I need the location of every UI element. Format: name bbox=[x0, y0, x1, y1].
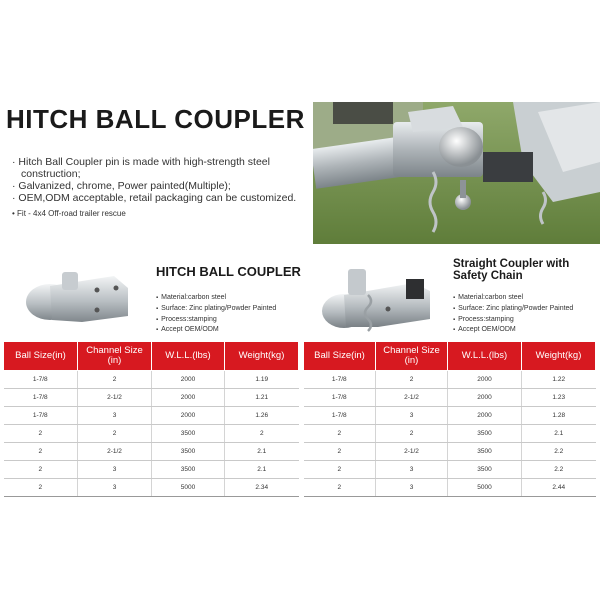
table-cell: 2-1/2 bbox=[376, 389, 448, 407]
right-product-title-line: Straight Coupler with bbox=[453, 258, 570, 270]
left-product-image bbox=[22, 266, 132, 330]
table-row bbox=[304, 443, 596, 461]
table-cell: 1-7/8 bbox=[304, 371, 376, 389]
table-cell: 1-7/8 bbox=[4, 407, 78, 425]
table-cell: 3500 bbox=[448, 461, 522, 479]
table-row bbox=[4, 371, 299, 389]
table-cell: 2000 bbox=[448, 389, 522, 407]
table-cell: 2 bbox=[304, 461, 376, 479]
table-row bbox=[304, 479, 596, 497]
table-cell: 2000 bbox=[448, 371, 522, 389]
right-product-title-line: Safety Chain bbox=[453, 270, 523, 282]
table-cell: 2.2 bbox=[522, 461, 596, 479]
table-cell: 3 bbox=[78, 461, 152, 479]
table-cell: 1-7/8 bbox=[304, 389, 376, 407]
table-cell: 3 bbox=[78, 407, 152, 425]
right-product-title bbox=[453, 258, 569, 282]
table-header-row bbox=[4, 342, 299, 371]
table-cell: 3 bbox=[78, 479, 152, 497]
table-cell: 2 bbox=[78, 371, 152, 389]
spec-item: ▪ Process:stamping bbox=[156, 315, 276, 326]
feature-list bbox=[12, 156, 296, 204]
table-cell: 2 bbox=[304, 425, 376, 443]
left-product-title: HITCH BALL COUPLER bbox=[156, 264, 301, 279]
table-cell: 3500 bbox=[152, 425, 225, 443]
table-cell: 2000 bbox=[152, 371, 225, 389]
table-cell: 2 bbox=[4, 443, 78, 461]
table-cell: 3500 bbox=[152, 461, 225, 479]
table-cell: 3500 bbox=[448, 425, 522, 443]
table-cell: 2 bbox=[376, 425, 448, 443]
table-cell: 1.26 bbox=[225, 407, 299, 425]
column-header: Channel Size (in) bbox=[376, 342, 448, 371]
table-cell: 2000 bbox=[152, 407, 225, 425]
feature-item: · OEM,ODM acceptable, retail packaging can be customized. bbox=[12, 192, 297, 204]
table-cell: 2.1 bbox=[225, 443, 299, 461]
table-cell: 2 bbox=[225, 425, 299, 443]
page-title: HITCH BALL COUPLER bbox=[6, 104, 305, 134]
table-row bbox=[304, 389, 596, 407]
spec-item: ▪ Material:carbon steel bbox=[156, 293, 276, 304]
spec-item: ▪ Material:carbon steel bbox=[453, 293, 573, 304]
trailer-coupler-photo bbox=[313, 102, 600, 244]
table-cell: 3 bbox=[376, 461, 448, 479]
table-cell: 2.1 bbox=[225, 461, 299, 479]
table-cell: 1.19 bbox=[225, 371, 299, 389]
table-cell: 2 bbox=[376, 371, 448, 389]
table-row bbox=[4, 407, 299, 425]
table-cell: 2 bbox=[78, 425, 152, 443]
table-row bbox=[4, 461, 299, 479]
table-cell: 2 bbox=[4, 425, 78, 443]
column-header: Weight(kg) bbox=[522, 342, 596, 371]
table-cell: 3500 bbox=[152, 443, 225, 461]
table-cell: 1-7/8 bbox=[4, 371, 78, 389]
fit-note: • Fit - 4x4 Off-road trailer rescue bbox=[12, 209, 126, 218]
spec-item: ▪ Accept OEM/ODM bbox=[453, 325, 573, 336]
column-header: Ball Size(in) bbox=[4, 342, 78, 371]
table-row bbox=[4, 479, 299, 497]
table-cell: 2 bbox=[304, 443, 376, 461]
table-cell: 2-1/2 bbox=[376, 443, 448, 461]
table-row bbox=[4, 425, 299, 443]
right-product-image bbox=[318, 265, 436, 335]
table-header-row bbox=[304, 342, 596, 371]
column-header: W.L.L.(lbs) bbox=[448, 342, 522, 371]
table-cell: 2 bbox=[4, 461, 78, 479]
table-cell: 2 bbox=[4, 479, 78, 497]
spec-item: ▪ Process:stamping bbox=[453, 315, 573, 326]
table-cell: 3500 bbox=[448, 443, 522, 461]
table-cell: 2-1/2 bbox=[78, 389, 152, 407]
table-row bbox=[4, 443, 299, 461]
column-header: Ball Size(in) bbox=[304, 342, 376, 371]
table-row bbox=[4, 389, 299, 407]
table-row bbox=[304, 371, 596, 389]
right-product-specs bbox=[453, 293, 573, 336]
table-cell: 2.44 bbox=[522, 479, 596, 497]
spec-item: ▪ Surface: Zinc plating/Powder Painted bbox=[453, 304, 573, 315]
table-cell: 2000 bbox=[152, 389, 225, 407]
spec-item: ▪ Surface: Zinc plating/Powder Painted bbox=[156, 304, 276, 315]
table-cell: 1.23 bbox=[522, 389, 596, 407]
table-row bbox=[304, 461, 596, 479]
table-cell: 3 bbox=[376, 479, 448, 497]
table-cell: 1-7/8 bbox=[304, 407, 376, 425]
left-spec-table bbox=[3, 341, 299, 497]
table-cell: 3 bbox=[376, 407, 448, 425]
feature-item: construction; bbox=[21, 168, 81, 180]
table-cell: 2.1 bbox=[522, 425, 596, 443]
feature-item: · Hitch Ball Coupler pin is made with high-strength steel bbox=[12, 156, 270, 168]
column-header: Weight(kg) bbox=[225, 342, 299, 371]
left-product-specs bbox=[156, 293, 276, 336]
table-cell: 1.22 bbox=[522, 371, 596, 389]
column-header: Channel Size (in) bbox=[78, 342, 152, 371]
table-cell: 1-7/8 bbox=[4, 389, 78, 407]
table-cell: 1.21 bbox=[225, 389, 299, 407]
column-header: W.L.L.(lbs) bbox=[152, 342, 225, 371]
feature-item: · Galvanized, chrome, Power painted(Multiple); bbox=[12, 180, 231, 192]
right-spec-table bbox=[303, 341, 596, 497]
table-cell: 5000 bbox=[152, 479, 225, 497]
table-cell: 2.34 bbox=[225, 479, 299, 497]
table-cell: 2.2 bbox=[522, 443, 596, 461]
table-cell: 2000 bbox=[448, 407, 522, 425]
table-cell: 2-1/2 bbox=[78, 443, 152, 461]
spec-item: ▪ Accept OEM/ODM bbox=[156, 325, 276, 336]
table-row bbox=[304, 407, 596, 425]
table-cell: 2 bbox=[304, 479, 376, 497]
table-cell: 1.28 bbox=[522, 407, 596, 425]
table-row bbox=[304, 425, 596, 443]
table-cell: 5000 bbox=[448, 479, 522, 497]
